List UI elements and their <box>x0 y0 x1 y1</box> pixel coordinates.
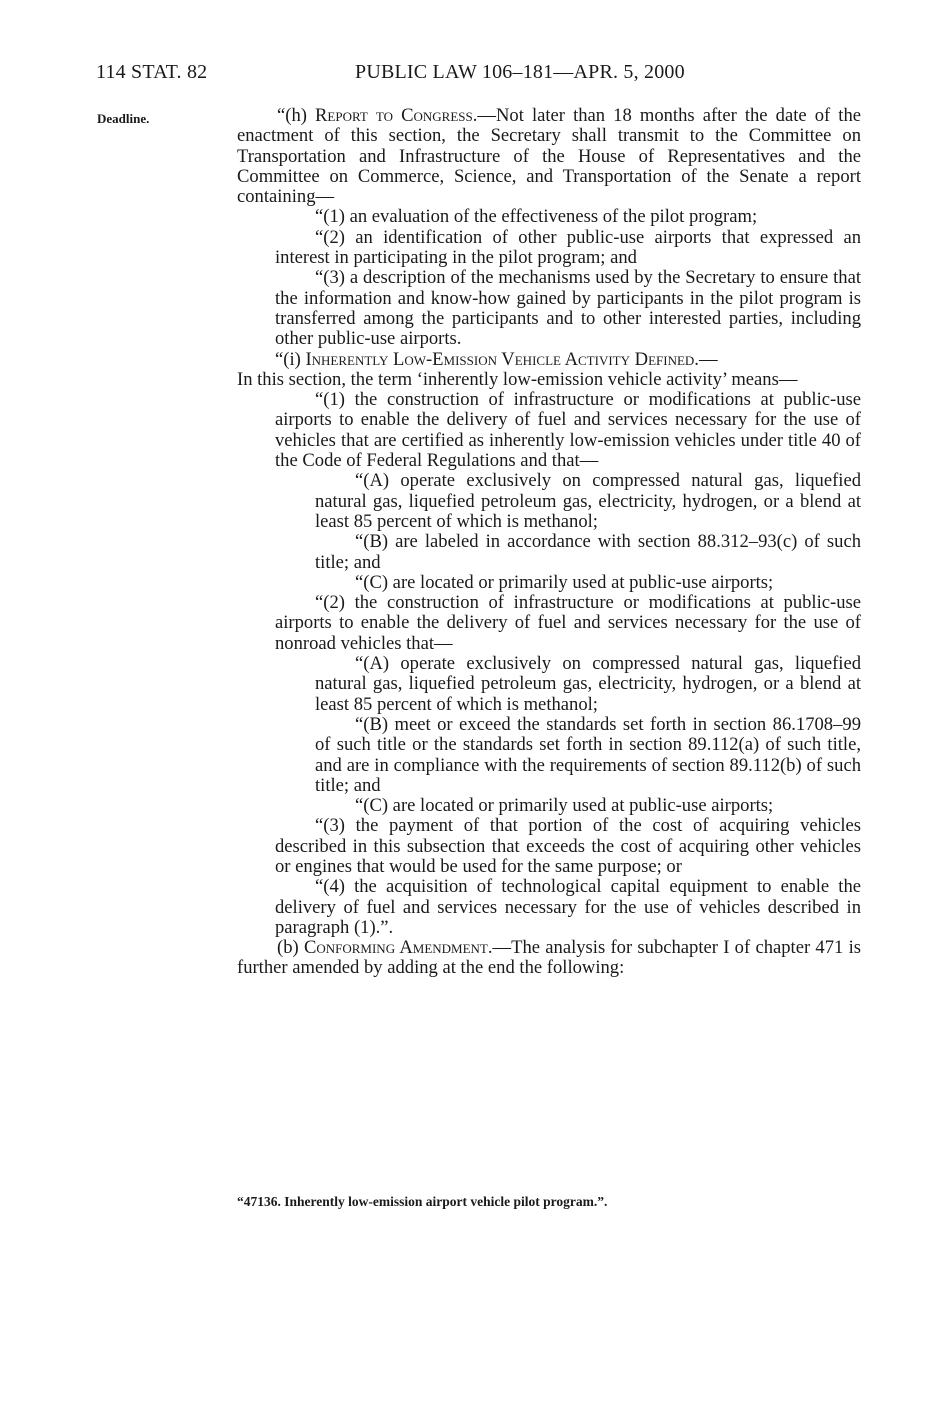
analysis-entry: “47136. Inherently low-emission airport vehicle pilot program.”. <box>237 1194 608 1209</box>
subsection-i-para-4: “(4) the acquisition of technological capital equipment to enable the delivery of fuel and services necessary for the use of vehicles described in paragraph (1).”. <box>275 876 861 938</box>
subsection-h-text: —Not later than 18 months after the date of the enactment of this section, the Secretary shall transmit to the Committee on Transportation and Infrastructure of the House of Representatives and the Committee on Commerce, Science, and Transportation of the Senate a report containing— <box>237 105 861 208</box>
subsection-h <box>237 106 861 207</box>
subsection-h-item-1: “(1) an evaluation of the effectiveness of the pilot program; <box>315 206 758 228</box>
subsection-i-para-2B: “(B) meet or exceed the standards set forth in section 86.1708–99 of such title or the standards set forth in section 89.112(a) of such title, and are in compliance with the requirements of section 89.112(b) of such title; and <box>315 713 861 796</box>
subsection-i-heading-line <box>237 350 861 370</box>
subsection-b-lead: (b) <box>277 937 304 959</box>
subsection-i-para-1A: “(A) operate exclusively on compressed natural gas, liquefied natural gas, liquefied petroleum gas, electricity, hydrogen, or a blend at least 85 percent of which is methanol; <box>315 470 861 532</box>
stat-reference: 114 STAT. 82 <box>96 61 208 83</box>
subsection-b-text: —The analysis for subchapter I of chapter 471 is further amended by adding at the end the following: <box>237 937 861 979</box>
subsection-i-para-1C: “(C) are located or primarily used at public-use airports; <box>355 571 774 593</box>
subsection-i-para-2A: “(A) operate exclusively on compressed natural gas, liquefied natural gas, liquefied petroleum gas, electricity, hydrogen, or a blend at least 85 percent of which is methanol; <box>315 653 861 715</box>
subsection-i-text: In this section, the term ‘inherently low-emission vehicle activity’ means— <box>237 368 798 390</box>
subsection-h-lead: “(h) <box>277 105 316 126</box>
subsection-i-dash: — <box>698 348 718 370</box>
subsection-i-para-3: “(3) the payment of that portion of the cost of acquiring vehicles described in this subsection that exceeds the cost of acquiring other vehicles or engines that would be used for the same purpose; or <box>275 815 861 877</box>
subsection-h-heading: Report to Congress. <box>315 105 478 126</box>
subsection-i-para-1B: “(B) are labeled in accordance with section 88.312–93(c) of such title; and <box>315 531 861 573</box>
margin-note-deadline: Deadline. <box>97 111 150 126</box>
subsection-b-heading: Conforming Amendment. <box>303 937 493 959</box>
law-reference-header: PUBLIC LAW 106–181—APR. 5, 2000 <box>355 61 685 83</box>
subsection-h-item-3: “(3) a description of the mechanisms used by the Secretary to ensure that the information and know-how gained by participants in the pilot program is transferred among the participants and to other interested parties, including other public-use airports. <box>275 267 861 350</box>
subsection-b <box>237 938 861 979</box>
subsection-h-item-2: “(2) an identification of other public-use airports that expressed an interest in participating in the pilot program; and <box>275 226 861 269</box>
subsection-i-para-2C: “(C) are located or primarily used at public-use airports; <box>355 795 774 817</box>
law-text-body <box>237 106 861 979</box>
subsection-i-lead: “(i) <box>275 348 306 370</box>
subsection-i-heading: Inherently Low-Emission Vehicle Activity Defined. <box>305 348 699 370</box>
subsection-i-para-2: “(2) the construction of infrastructure or modifications at public-use airports to enable the delivery of fuel and services necessary for the use of nonroad vehicles that— <box>275 592 861 654</box>
subsection-i-para-1: “(1) the construction of infrastructure or modifications at public-use airports to enable the delivery of fuel and services necessary for the use of vehicles that are certified as inherently low-emission vehicles under title 40 of the Code of Federal Regulations and that— <box>275 389 861 472</box>
